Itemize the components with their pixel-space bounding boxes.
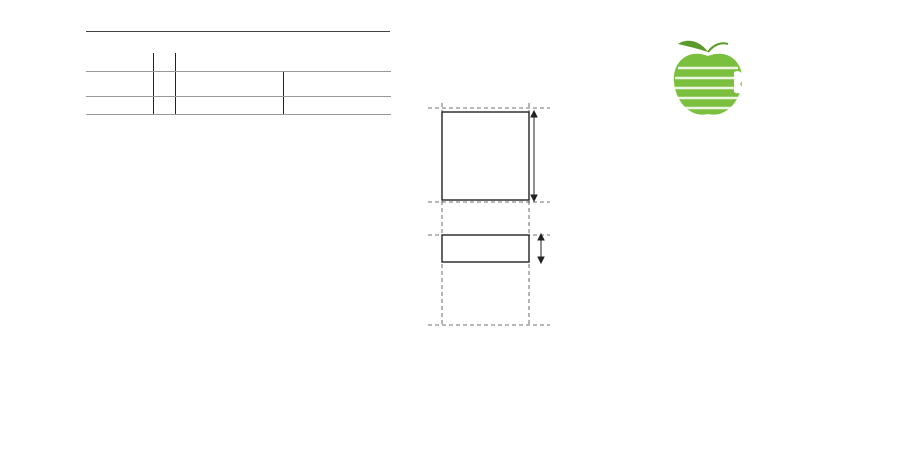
blind-frame-packet [442,235,529,262]
blind-frame-full [442,112,529,200]
column-header-height [86,72,154,97]
height-table [86,53,391,115]
installation-diagram [428,95,568,335]
title-divider [86,31,390,32]
column-header-sg [154,72,176,97]
apple-icon [670,38,746,118]
brand-logo [550,38,872,143]
table-header-row [86,53,391,72]
column-header-duette [284,72,392,97]
model-header [176,53,392,72]
table-column-header-row [86,72,391,97]
table-subheader-row [86,97,391,115]
subheader-plisse [176,97,284,115]
column-header-plisse [176,72,284,97]
